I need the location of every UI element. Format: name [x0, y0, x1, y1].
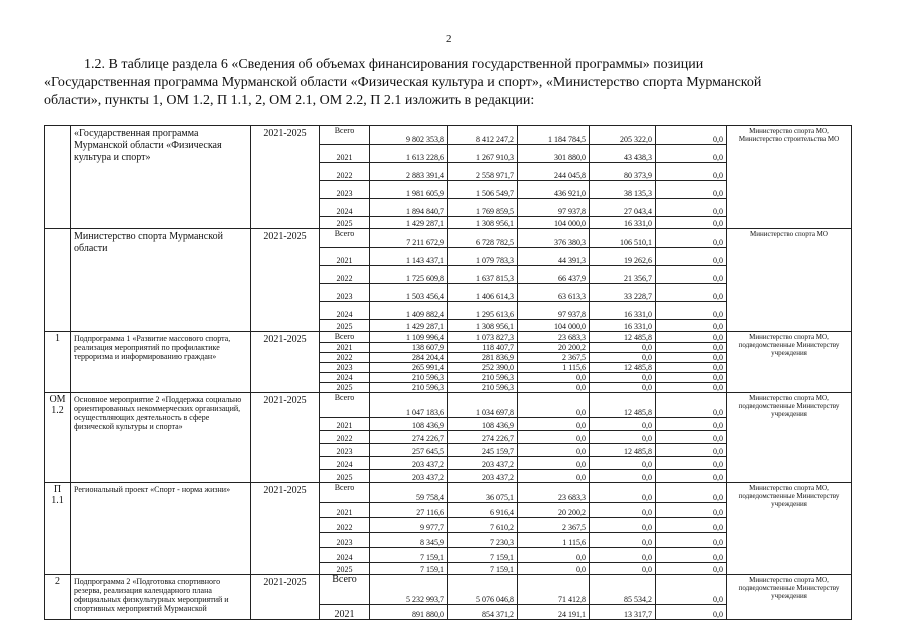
amount-cell: 0,0: [590, 503, 656, 518]
amount-cell: 23 683,3: [518, 483, 590, 503]
amount-cell: 257 645,5: [370, 444, 448, 457]
amount-cell: 891 880,0: [370, 605, 448, 620]
amount-cell: 7 211 672,9: [370, 229, 448, 248]
amount-cell: 0,0: [590, 353, 656, 363]
amount-cell: 252 390,0: [448, 363, 518, 373]
amount-cell: 0,0: [656, 217, 727, 229]
amount-cell: 0,0: [656, 457, 727, 470]
amount-cell: 1 503 456,4: [370, 284, 448, 302]
year-cell: Всего: [320, 332, 370, 343]
amount-cell: 854 371,2: [448, 605, 518, 620]
year-cell: 2022: [320, 163, 370, 181]
amount-cell: 0,0: [656, 575, 727, 605]
amount-cell: 0,0: [518, 563, 590, 575]
amount-cell: 1 429 287,1: [370, 320, 448, 332]
amount-cell: 36 075,1: [448, 483, 518, 503]
year-cell: 2025: [320, 217, 370, 229]
item-name: Основное мероприятие 2 «Поддержка социально ориентированных некоммерческих организаций, осуществляющих деятельность в сфере физической культуры и спорта»: [71, 393, 251, 483]
amount-cell: 16 331,0: [590, 320, 656, 332]
year-cell: 2025: [320, 470, 370, 483]
amount-cell: 0,0: [656, 605, 727, 620]
amount-cell: 245 159,7: [448, 444, 518, 457]
amount-cell: 210 596,3: [448, 373, 518, 383]
amount-cell: 0,0: [518, 418, 590, 431]
amount-cell: 19 262,6: [590, 248, 656, 266]
table-row: [45, 575, 852, 605]
year-cell: 2021: [320, 503, 370, 518]
amount-cell: 108 436,9: [448, 418, 518, 431]
amount-cell: 7 159,1: [448, 548, 518, 563]
implementation-period: 2021-2025: [251, 393, 320, 483]
amount-cell: 210 596,3: [448, 383, 518, 393]
year-cell: 2023: [320, 284, 370, 302]
amount-cell: 1 079 783,3: [448, 248, 518, 266]
year-cell: 2024: [320, 199, 370, 217]
year-cell: 2024: [320, 457, 370, 470]
amount-cell: 6 728 782,5: [448, 229, 518, 248]
year-cell: 2024: [320, 373, 370, 383]
amount-cell: 0,0: [656, 353, 727, 363]
amount-cell: 1 409 882,4: [370, 302, 448, 320]
amount-cell: 0,0: [656, 444, 727, 457]
amount-cell: 0,0: [656, 302, 727, 320]
amount-cell: 20 200,2: [518, 503, 590, 518]
amount-cell: 1 115,6: [518, 533, 590, 548]
year-cell: 2021: [320, 605, 370, 620]
amount-cell: 27 043,4: [590, 199, 656, 217]
amount-cell: 5 076 046,8: [448, 575, 518, 605]
amount-cell: 1 308 956,1: [448, 217, 518, 229]
amount-cell: 210 596,3: [370, 373, 448, 383]
amount-cell: 274 226,7: [370, 431, 448, 444]
amount-cell: 0,0: [590, 563, 656, 575]
amount-cell: 1 047 183,6: [370, 393, 448, 418]
table-row: [45, 126, 852, 145]
amount-cell: 0,0: [518, 444, 590, 457]
amount-cell: 85 534,2: [590, 575, 656, 605]
amount-cell: 0,0: [590, 457, 656, 470]
amount-cell: 1 073 827,3: [448, 332, 518, 343]
amount-cell: 66 437,9: [518, 266, 590, 284]
intro-paragraph: [44, 56, 858, 110]
amount-cell: 27 116,6: [370, 503, 448, 518]
intro-line: 1.2. В таблице раздела 6 «Сведения об объемах финансирования государственной программы» позиции: [84, 57, 704, 72]
amount-cell: 0,0: [656, 373, 727, 383]
executor: Министерство спорта МО, подведомственные Министерству учреждения: [727, 575, 852, 620]
amount-cell: 138 607,9: [370, 343, 448, 353]
amount-cell: 0,0: [590, 343, 656, 353]
amount-cell: 1 506 549,7: [448, 181, 518, 199]
amount-cell: 38 135,3: [590, 181, 656, 199]
amount-cell: 2 558 971,7: [448, 163, 518, 181]
table-row: [45, 483, 852, 503]
amount-cell: 203 437,2: [370, 470, 448, 483]
amount-cell: 63 613,3: [518, 284, 590, 302]
amount-cell: 284 204,4: [370, 353, 448, 363]
year-cell: 2021: [320, 418, 370, 431]
amount-cell: 1 769 859,5: [448, 199, 518, 217]
amount-cell: 13 317,7: [590, 605, 656, 620]
amount-cell: 0,0: [590, 373, 656, 383]
amount-cell: 12 485,8: [590, 363, 656, 373]
implementation-period: 2021-2025: [251, 229, 320, 332]
year-cell: 2021: [320, 145, 370, 163]
year-cell: 2024: [320, 548, 370, 563]
amount-cell: 0,0: [656, 470, 727, 483]
item-code: [45, 126, 71, 229]
amount-cell: 1 295 613,6: [448, 302, 518, 320]
amount-cell: 20 200,2: [518, 343, 590, 353]
year-cell: Всего: [320, 229, 370, 248]
amount-cell: 16 331,0: [590, 217, 656, 229]
amount-cell: 0,0: [518, 393, 590, 418]
amount-cell: 1 613 228,6: [370, 145, 448, 163]
amount-cell: 118 407,7: [448, 343, 518, 353]
amount-cell: 0,0: [656, 320, 727, 332]
amount-cell: 9 802 353,8: [370, 126, 448, 145]
amount-cell: 0,0: [656, 199, 727, 217]
amount-cell: 106 510,1: [590, 229, 656, 248]
amount-cell: 0,0: [656, 383, 727, 393]
amount-cell: 210 596,3: [370, 383, 448, 393]
implementation-period: 2021-2025: [251, 575, 320, 620]
amount-cell: 8 345,9: [370, 533, 448, 548]
amount-cell: 0,0: [656, 284, 727, 302]
amount-cell: 2 367,5: [518, 353, 590, 363]
amount-cell: 7 230,3: [448, 533, 518, 548]
amount-cell: 7 159,1: [370, 563, 448, 575]
amount-cell: 1 115,6: [518, 363, 590, 373]
amount-cell: 9 977,7: [370, 518, 448, 533]
amount-cell: 0,0: [656, 145, 727, 163]
executor: Министерство спорта МО, Министерство строительства МО: [727, 126, 852, 229]
year-cell: 2025: [320, 563, 370, 575]
amount-cell: 12 485,8: [590, 444, 656, 457]
amount-cell: 0,0: [590, 470, 656, 483]
year-cell: 2025: [320, 383, 370, 393]
item-code: 1: [45, 332, 71, 393]
amount-cell: 1 981 605,9: [370, 181, 448, 199]
year-cell: 2022: [320, 266, 370, 284]
item-name: Подпрограмма 1 «Развитие массового спорта, реализация мероприятий по профилактике терроризма и информированию граждан»: [71, 332, 251, 393]
amount-cell: 12 485,8: [590, 393, 656, 418]
amount-cell: 0,0: [656, 518, 727, 533]
amount-cell: 203 437,2: [448, 470, 518, 483]
item-code: [45, 229, 71, 332]
page-number: 2: [446, 33, 452, 45]
amount-cell: 108 436,9: [370, 418, 448, 431]
amount-cell: 0,0: [518, 431, 590, 444]
amount-cell: 24 191,1: [518, 605, 590, 620]
table-row: [45, 332, 852, 343]
amount-cell: 281 836,9: [448, 353, 518, 363]
item-name: Министерство спорта Мурманской области: [71, 229, 251, 332]
amount-cell: 1 894 840,7: [370, 199, 448, 217]
amount-cell: 6 916,4: [448, 503, 518, 518]
amount-cell: 0,0: [656, 533, 727, 548]
item-name: Региональный проект «Спорт - норма жизни»: [71, 483, 251, 575]
amount-cell: 0,0: [590, 483, 656, 503]
amount-cell: 8 412 247,2: [448, 126, 518, 145]
executor: Министерство спорта МО: [727, 229, 852, 332]
year-cell: Всего: [320, 575, 370, 605]
amount-cell: 71 412,8: [518, 575, 590, 605]
amount-cell: 2 883 391,4: [370, 163, 448, 181]
amount-cell: 59 758,4: [370, 483, 448, 503]
amount-cell: 33 228,7: [590, 284, 656, 302]
amount-cell: 274 226,7: [448, 431, 518, 444]
amount-cell: 0,0: [656, 431, 727, 444]
amount-cell: 0,0: [656, 248, 727, 266]
year-cell: 2023: [320, 363, 370, 373]
amount-cell: 1 725 609,8: [370, 266, 448, 284]
amount-cell: 0,0: [590, 418, 656, 431]
amount-cell: 0,0: [518, 457, 590, 470]
amount-cell: 0,0: [518, 383, 590, 393]
amount-cell: 7 159,1: [370, 548, 448, 563]
amount-cell: 0,0: [590, 431, 656, 444]
amount-cell: 301 880,0: [518, 145, 590, 163]
amount-cell: 80 373,9: [590, 163, 656, 181]
amount-cell: 203 437,2: [370, 457, 448, 470]
amount-cell: 104 000,0: [518, 217, 590, 229]
year-cell: 2022: [320, 518, 370, 533]
amount-cell: 0,0: [656, 563, 727, 575]
amount-cell: 2 367,5: [518, 518, 590, 533]
amount-cell: 436 921,0: [518, 181, 590, 199]
amount-cell: 376 380,3: [518, 229, 590, 248]
intro-line: области», пункты 1, ОМ 1.2, П 1.1, 2, ОМ 2.1, ОМ 2.2, П 2.1 изложить в редакции:: [44, 93, 535, 108]
amount-cell: 0,0: [656, 163, 727, 181]
amount-cell: 205 322,0: [590, 126, 656, 145]
amount-cell: 1 034 697,8: [448, 393, 518, 418]
year-cell: 2022: [320, 353, 370, 363]
amount-cell: 1 429 287,1: [370, 217, 448, 229]
amount-cell: 0,0: [590, 548, 656, 563]
year-cell: 2022: [320, 431, 370, 444]
amount-cell: 23 683,3: [518, 332, 590, 343]
amount-cell: 0,0: [656, 181, 727, 199]
year-cell: 2023: [320, 181, 370, 199]
year-cell: 2021: [320, 343, 370, 353]
executor: Министерство спорта МО, подведомственные Министерству учреждения: [727, 393, 852, 483]
amount-cell: 265 991,4: [370, 363, 448, 373]
item-name: Подпрограмма 2 «Подготовка спортивного резерва, реализация календарного плана официальных физкультурных мероприятий и спортивных мероприятий Мурманской: [71, 575, 251, 620]
amount-cell: 1 184 784,5: [518, 126, 590, 145]
amount-cell: 0,0: [518, 548, 590, 563]
amount-cell: 0,0: [518, 373, 590, 383]
implementation-period: 2021-2025: [251, 126, 320, 229]
amount-cell: 0,0: [656, 483, 727, 503]
amount-cell: 0,0: [656, 229, 727, 248]
amount-cell: 12 485,8: [590, 332, 656, 343]
amount-cell: 1 109 996,4: [370, 332, 448, 343]
amount-cell: 0,0: [590, 383, 656, 393]
amount-cell: 244 045,8: [518, 163, 590, 181]
amount-cell: 1 267 910,3: [448, 145, 518, 163]
amount-cell: 203 437,2: [448, 457, 518, 470]
financing-table: [44, 125, 852, 620]
amount-cell: 5 232 993,7: [370, 575, 448, 605]
item-code: П 1.1: [45, 483, 71, 575]
item-code: 2: [45, 575, 71, 620]
table-row: [45, 393, 852, 418]
amount-cell: 0,0: [656, 126, 727, 145]
executor: Министерство спорта МО, подведомственные Министерству учреждения: [727, 332, 852, 393]
amount-cell: 0,0: [656, 332, 727, 343]
table-row: [45, 229, 852, 248]
amount-cell: 0,0: [656, 503, 727, 518]
year-cell: 2023: [320, 444, 370, 457]
amount-cell: 1 308 956,1: [448, 320, 518, 332]
executor: Министерство спорта МО, подведомственные Министерству учреждения: [727, 483, 852, 575]
amount-cell: 97 937,8: [518, 302, 590, 320]
amount-cell: 44 391,3: [518, 248, 590, 266]
amount-cell: 7 610,2: [448, 518, 518, 533]
amount-cell: 1 637 815,3: [448, 266, 518, 284]
year-cell: 2024: [320, 302, 370, 320]
amount-cell: 104 000,0: [518, 320, 590, 332]
amount-cell: 0,0: [656, 548, 727, 563]
amount-cell: 0,0: [656, 418, 727, 431]
amount-cell: 0,0: [518, 470, 590, 483]
implementation-period: 2021-2025: [251, 483, 320, 575]
amount-cell: 0,0: [656, 343, 727, 353]
amount-cell: 0,0: [656, 363, 727, 373]
amount-cell: 43 438,3: [590, 145, 656, 163]
intro-line: «Государственная программа Мурманской области «Физическая культура и спорт», «Министерство спорта Мурманской: [44, 75, 762, 90]
amount-cell: 16 331,0: [590, 302, 656, 320]
amount-cell: 7 159,1: [448, 563, 518, 575]
amount-cell: 97 937,8: [518, 199, 590, 217]
amount-cell: 0,0: [656, 393, 727, 418]
amount-cell: 0,0: [656, 266, 727, 284]
implementation-period: 2021-2025: [251, 332, 320, 393]
year-cell: 2023: [320, 533, 370, 548]
year-cell: Всего: [320, 126, 370, 145]
amount-cell: 0,0: [590, 533, 656, 548]
year-cell: Всего: [320, 483, 370, 503]
year-cell: 2021: [320, 248, 370, 266]
year-cell: Всего: [320, 393, 370, 418]
amount-cell: 21 356,7: [590, 266, 656, 284]
item-code: ОМ 1.2: [45, 393, 71, 483]
item-name: «Государственная программа Мурманской области «Физическая культура и спорт»: [71, 126, 251, 229]
amount-cell: 1 406 614,3: [448, 284, 518, 302]
amount-cell: 0,0: [590, 518, 656, 533]
year-cell: 2025: [320, 320, 370, 332]
amount-cell: 1 143 437,1: [370, 248, 448, 266]
